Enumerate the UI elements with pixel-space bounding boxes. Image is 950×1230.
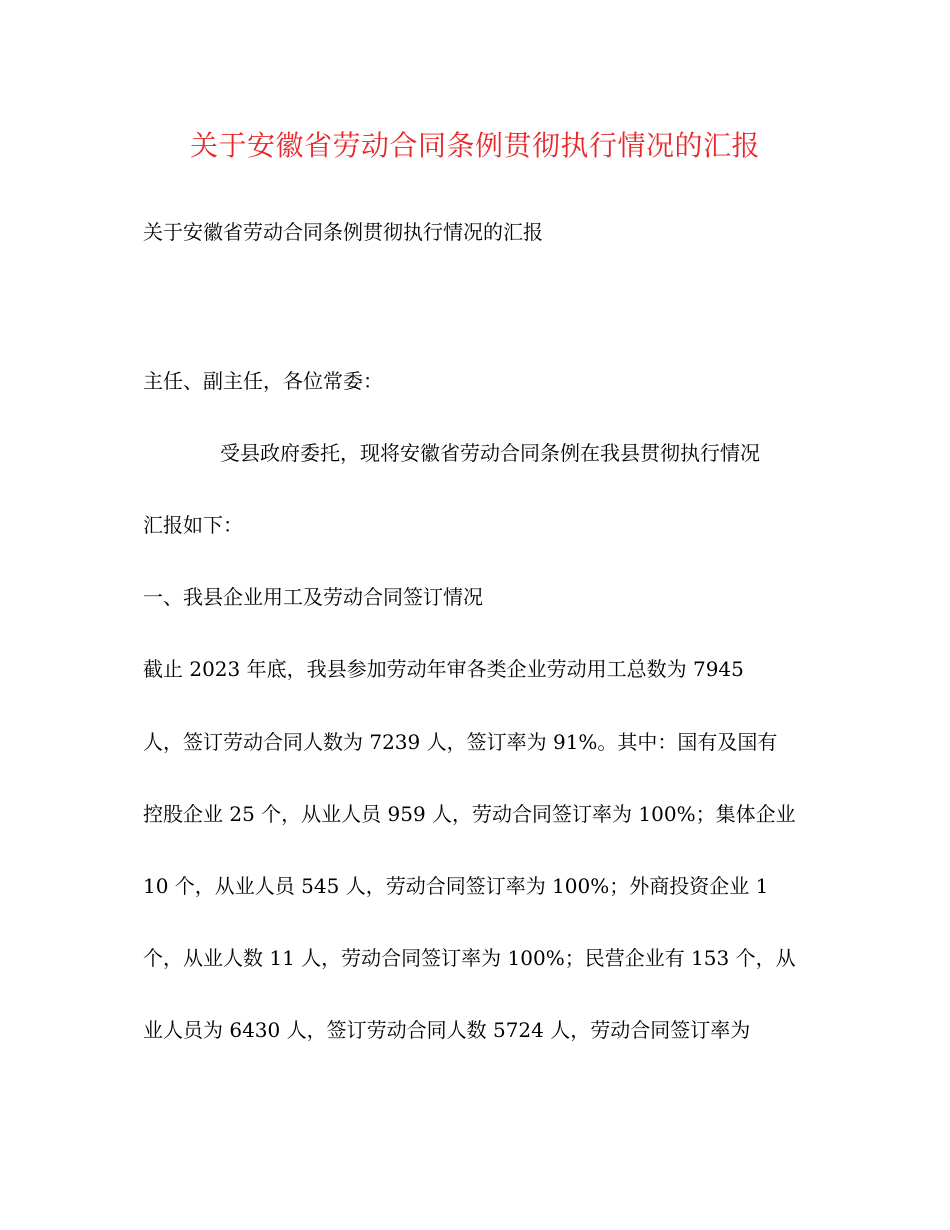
paragraph-line: 控股企业 25 个，从业人员 959 人，劳动合同签订率为 100%；集体企业 <box>143 802 796 826</box>
paragraph-line: 人，签订劳动合同人数为 7239 人，签订率为 91%。其中：国有及国有 <box>143 730 778 754</box>
paragraph-line: 10 个，从业人员 545 人，劳动合同签订率为 100%；外商投资企业 1 <box>143 874 769 898</box>
paragraph-line: 截止 2023 年底，我县参加劳动年审各类企业劳动用工总数为 7945 <box>143 657 744 681</box>
paragraph-line: 汇报如下： <box>143 513 243 537</box>
section-heading: 一、我县企业用工及劳动合同签订情况 <box>143 585 483 609</box>
paragraph-line: 业人员为 6430 人，签订劳动合同人数 5724 人，劳动合同签订率为 <box>143 1018 751 1042</box>
salutation-line: 主任、副主任，各位常委： <box>143 369 383 393</box>
document-title: 关于安徽省劳动合同条例贯彻执行情况的汇报 <box>189 129 760 162</box>
subtitle-line: 关于安徽省劳动合同条例贯彻执行情况的汇报 <box>143 220 543 244</box>
paragraph-line: 个，从业人数 11 人，劳动合同签订率为 100%；民营企业有 153 个，从 <box>143 946 796 970</box>
paragraph-line: 受县政府委托，现将安徽省劳动合同条例在我县贯彻执行情况 <box>220 441 760 465</box>
